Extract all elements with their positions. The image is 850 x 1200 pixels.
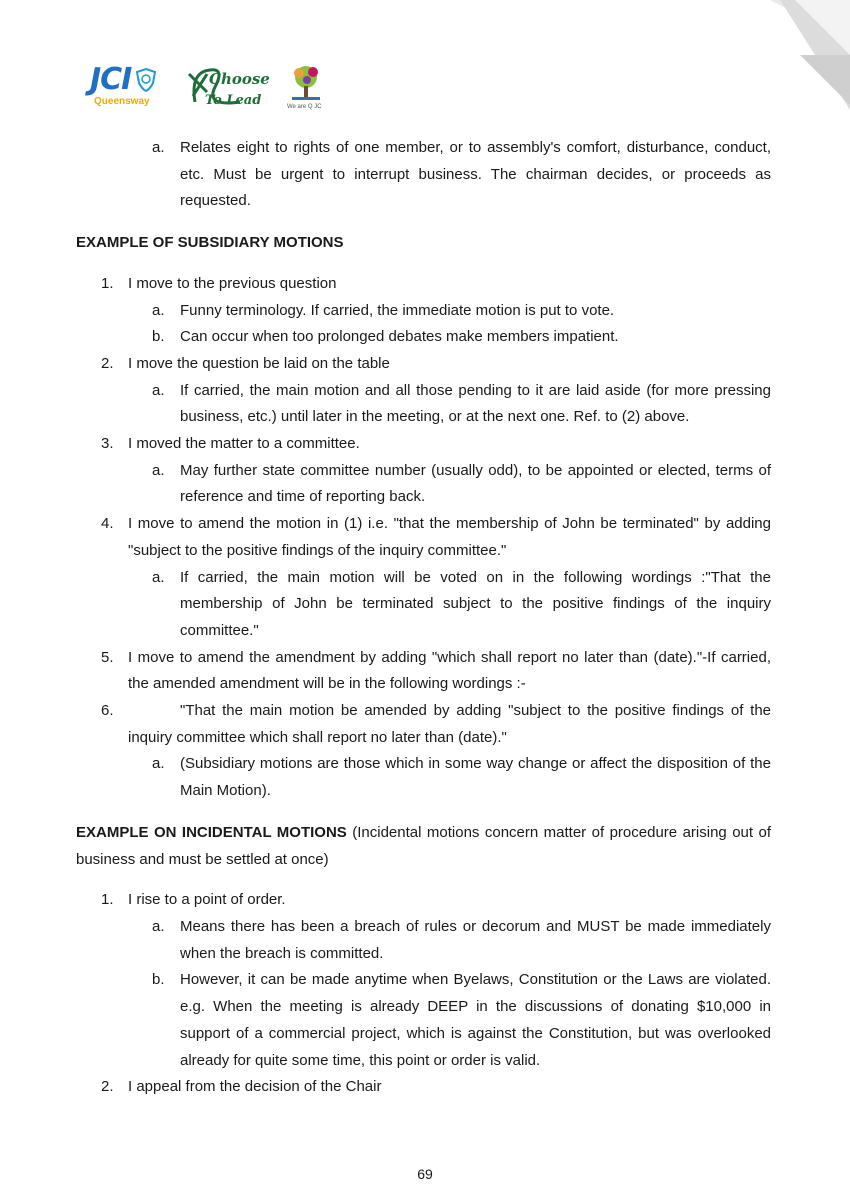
list-marker: 5. xyxy=(101,648,114,666)
list-item xyxy=(76,645,771,698)
list-item-text: I moved the matter to a committee. xyxy=(128,435,360,453)
list-item xyxy=(76,1074,771,1101)
list-marker: 1. xyxy=(101,891,114,909)
section-heading-incidental: EXAMPLE ON INCIDENTAL MOTIONS xyxy=(76,823,347,841)
list-item-text: (Subsidiary motions are those which in some way change or affect the disposition of the Main Motion). xyxy=(180,755,771,800)
list-item xyxy=(76,458,771,511)
choose-logo-line1: Choose xyxy=(209,70,270,88)
list-item-text: Means there has been a breach of rules or decorum and MUST be made immediately when the breach is committed. xyxy=(180,917,771,962)
list-item-text: I move to amend the motion in (1) i.e. "that the membership of John be terminated" by adding "subject to the positive findings of the inquiry committee." xyxy=(128,515,771,559)
jci-logo xyxy=(90,64,156,107)
list-item xyxy=(76,135,771,215)
tree-logo-caption: We are Q JC xyxy=(287,104,322,110)
list-marker: a. xyxy=(152,568,165,586)
page-corner-decoration xyxy=(740,0,850,110)
list-item-text: However, it can be made anytime when Byelaws, Constitution or the Laws are violated. e.g. When the meeting is already DEEP in the discussions of donating $10,000 in support of a commercial project, which is against the Constitution, but was overlooked already for quite some time, this point or order is valid. xyxy=(180,971,771,1069)
list-item-text: I move to amend the amendment by adding "which shall report no later than (date)."-If carried, the amended amendment will be in the following wordings :- xyxy=(128,648,771,693)
list-marker: 6. xyxy=(101,702,114,720)
jci-logo-subtext: Queensway xyxy=(94,96,150,107)
list-marker: a. xyxy=(152,917,165,935)
list-item-text: May further state committee number (usually odd), to be appointed or elected, terms of reference and time of reporting back. xyxy=(180,461,771,506)
list-item-text: If carried, the main motion and all those pending to it are laid aside (for more pressing business, etc.) until later in the meeting, or at the next one. Ref. to (2) above. xyxy=(180,381,771,426)
section-heading-subsidiary: EXAMPLE OF SUBSIDIARY MOTIONS xyxy=(76,234,344,252)
choose-to-lead-swirl-icon xyxy=(185,62,275,112)
list-item-text: "That the main motion be amended by adding "subject to the positive findings of the inquiry committee which shall report no later than (date)." xyxy=(128,702,771,746)
list-item-text: Relates eight to rights of one member, or to assembly's comfort, disturbance, conduct, etc. Must be urgent to interrupt business. The chairman decides, or proceeds as requested. xyxy=(180,139,771,210)
page-number: 69 xyxy=(417,1166,433,1182)
choose-to-lead-logo xyxy=(185,62,275,116)
list-marker: 4. xyxy=(101,515,114,533)
list-marker: a. xyxy=(152,755,165,773)
list-item xyxy=(76,431,771,458)
list-item-text: I rise to a point of order. xyxy=(128,891,286,909)
list-item xyxy=(76,324,771,351)
list-marker: 3. xyxy=(101,435,114,453)
list-item xyxy=(76,511,771,564)
section-heading-incidental-block xyxy=(76,820,771,873)
list-item xyxy=(76,271,771,298)
list-item-text: If carried, the main motion will be voted on in the following wordings :"That the membership of John be terminated subject to the positive findings of the inquiry committee." xyxy=(180,568,771,639)
list-marker: b. xyxy=(152,971,165,989)
list-marker: a. xyxy=(152,139,165,156)
list-marker: 2. xyxy=(101,1078,114,1096)
header-logos xyxy=(90,62,340,116)
list-item xyxy=(76,351,771,378)
list-item xyxy=(76,378,771,431)
list-item xyxy=(76,914,771,967)
list-marker: a. xyxy=(152,301,165,319)
list-item-text: Can occur when too prolonged debates make members impatient. xyxy=(180,328,619,346)
list-item-text: I move to the previous question xyxy=(128,274,337,292)
list-item xyxy=(76,298,771,325)
list-item-text: I appeal from the decision of the Chair xyxy=(128,1078,382,1096)
choose-logo-line2: To Lead xyxy=(205,93,262,108)
list-item-text: I move the question be laid on the table xyxy=(128,354,390,372)
list-marker: b. xyxy=(152,328,165,346)
jci-logo-text: JCI xyxy=(90,62,132,97)
list-marker: 2. xyxy=(101,354,114,372)
section-heading-note: (Incidental motions concern matter of procedure arising out of business and must be settled at once) xyxy=(76,823,772,868)
list-item xyxy=(76,967,771,1074)
list-marker: a. xyxy=(152,381,165,399)
tree-logo xyxy=(286,64,326,108)
jci-shield-icon xyxy=(136,68,156,92)
list-marker: a. xyxy=(152,461,165,479)
list-item xyxy=(76,698,771,751)
list-item xyxy=(76,751,771,804)
list-item-text: Funny terminology. If carried, the immediate motion is put to vote. xyxy=(180,301,615,319)
list-item xyxy=(76,887,771,914)
document-body xyxy=(76,135,771,1101)
tree-icon xyxy=(286,64,326,104)
list-marker: 1. xyxy=(101,274,114,292)
list-item xyxy=(76,565,771,645)
